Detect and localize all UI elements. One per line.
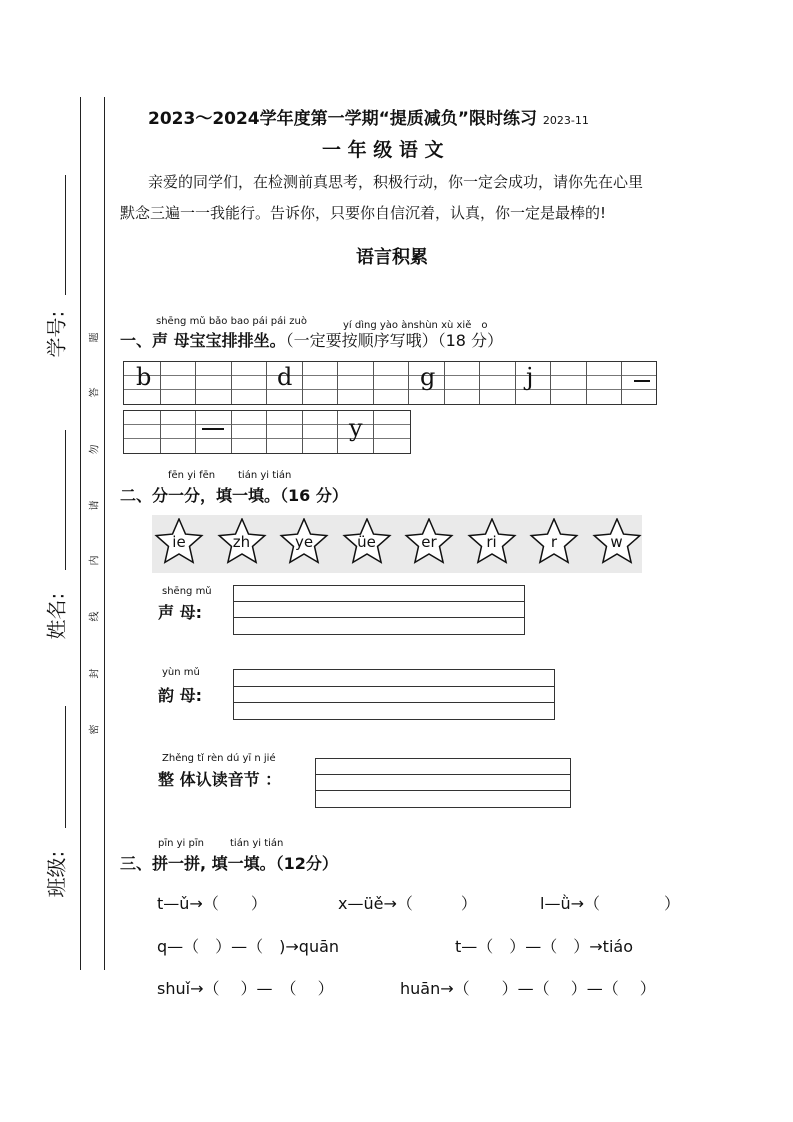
q3-pinyin-a: pīn yi pīn <box>158 838 204 849</box>
q2-number: 二、 <box>120 486 153 505</box>
grid-cell-divider <box>444 362 445 404</box>
star-syllable: zh <box>232 533 251 551</box>
finals-label: 韵 母: <box>158 686 202 705</box>
seal-char: 密 <box>89 724 101 735</box>
star-syllable: ie <box>172 533 186 551</box>
grid-cell-divider <box>160 362 161 404</box>
seal-char: 封 <box>89 668 101 679</box>
binding-line-inner <box>104 97 105 970</box>
star-syllable: ye <box>294 533 314 551</box>
page-title-line <box>148 104 589 129</box>
star-card[interactable] <box>404 518 454 568</box>
q1-pinyin-b: yí dìng yào ànshùn xù xiě o <box>343 320 488 331</box>
initials-pinyin: shēng mǔ <box>162 586 212 597</box>
q3-number: 三、 <box>120 854 153 873</box>
exam-title: 2023～2024学年度第一学期“提质减负”限时练习 <box>148 109 537 129</box>
grid-cell-divider <box>266 411 267 453</box>
star-card[interactable] <box>529 518 579 568</box>
grid-cell-divider <box>337 411 338 453</box>
class-label: 班级: <box>44 850 69 898</box>
grid-cell-divider <box>586 362 587 404</box>
q2-pinyin-a: fēn yi fēn <box>168 470 216 481</box>
grid-cell-divider <box>302 411 303 453</box>
star-card[interactable] <box>217 518 267 568</box>
q3-pinyin-b: tián yi tián <box>230 838 284 849</box>
exam-subject: 一 年 级 语 文 <box>322 139 444 161</box>
q1-grid-row1 <box>123 361 657 405</box>
q3-exercise[interactable]: huān→（ ）—（ ）—（ ） <box>400 979 656 998</box>
grid-cell-divider <box>266 362 267 404</box>
star-card[interactable] <box>154 518 204 568</box>
student-no-label: 学号: <box>44 310 69 358</box>
finals-pinyin: yùn mǔ <box>162 667 200 678</box>
grid-cell-divider <box>337 362 338 404</box>
binding-line-outer <box>80 97 81 970</box>
q1-pinyin-a: shēng mǔ bǎo bao pái pái zuò <box>156 316 307 327</box>
star-card[interactable] <box>279 518 329 568</box>
intro-line-2: 默念三遍一一我能行。告诉你，只要你自信沉着，认真，你一定是最棒的! <box>120 204 607 222</box>
q3-exercise[interactable]: shuǐ→（ ）— （ ） <box>157 979 334 998</box>
star-card[interactable] <box>467 518 517 568</box>
initials-answer-lines[interactable] <box>233 585 525 635</box>
grid-cell-divider <box>160 411 161 453</box>
q3-exercise[interactable]: x—üě→（ ） <box>338 894 477 913</box>
grid-cell-divider <box>408 362 409 404</box>
q3-exercise[interactable]: l—ǜ→（ ） <box>540 894 680 913</box>
q1-letter: j <box>526 363 534 391</box>
q1-dash-mark <box>202 428 224 430</box>
initials-label: 声 母: <box>158 603 202 622</box>
star-syllable: üe <box>357 533 376 551</box>
seal-char: 线 <box>89 611 101 622</box>
q2-pinyin-b: tián yi tián <box>238 470 292 481</box>
q3-text: 拼一拼, 填一填。（12分） <box>152 854 338 873</box>
finals-answer-lines[interactable] <box>233 669 555 720</box>
whole-syllables-pinyin: Zhěng tǐ rèn dú yī n jié <box>162 753 276 764</box>
seal-char: 答 <box>89 387 101 398</box>
q1-letter: g <box>420 363 436 391</box>
seal-char: 内 <box>89 555 101 566</box>
seal-char: 请 <box>89 500 101 511</box>
grid-cell-divider <box>515 362 516 404</box>
q3-exercise[interactable]: t—ǔ→（ ） <box>157 894 267 913</box>
grid-cell-divider <box>621 362 622 404</box>
whole-syllables-label: 整 体认读音节 ： <box>158 770 282 789</box>
class-blank <box>65 706 66 828</box>
star-card[interactable] <box>592 518 642 568</box>
q1-letter: d <box>277 363 293 391</box>
grid-cell-divider <box>195 411 196 453</box>
q1-note: （一定要按顺序写哦）（18 分） <box>285 331 504 350</box>
student-no-blank <box>65 175 66 295</box>
q3-exercise[interactable]: q—（ ）—（ )→quān <box>157 937 340 956</box>
grid-cell-divider <box>373 411 374 453</box>
name-label: 姓名: <box>44 592 69 640</box>
seal-char: 题 <box>89 332 101 343</box>
grid-cell-divider <box>231 362 232 404</box>
grid-cell-divider <box>195 362 196 404</box>
seal-char: 勿 <box>89 444 101 455</box>
q1-number: 一、 <box>120 331 153 350</box>
q2-heading <box>120 483 348 506</box>
intro-line-1: 亲爱的同学们，在检测前真思考，积极行动，你一定会成功，请你先在心里 <box>148 173 644 191</box>
q1-dash-mark <box>634 380 650 382</box>
star-syllable: r <box>550 533 558 551</box>
q1-letter: y <box>349 414 363 442</box>
grid-cell-divider <box>373 362 374 404</box>
section-title: 语言积累 <box>356 247 428 268</box>
q3-exercise[interactable]: t—（ ）—（ ）→tiáo <box>455 937 633 956</box>
q1-text: 声 母宝宝排排坐。 <box>152 331 286 350</box>
grid-cell-divider <box>231 411 232 453</box>
q1-letter: b <box>136 363 152 391</box>
star-syllable: er <box>421 533 437 551</box>
q1-grid-row2 <box>123 410 411 454</box>
name-blank <box>65 430 66 570</box>
star-syllable: w <box>610 533 623 551</box>
star-card[interactable] <box>342 518 392 568</box>
q2-text: 分一分，填一填。（16 分） <box>152 486 348 505</box>
grid-cell-divider <box>550 362 551 404</box>
q3-heading <box>120 851 338 874</box>
exam-date: 2023-11 <box>542 114 589 127</box>
whole-syllables-answer-lines[interactable] <box>315 758 571 808</box>
grid-cell-divider <box>302 362 303 404</box>
q1-heading <box>120 328 503 351</box>
grid-cell-divider <box>479 362 480 404</box>
star-syllable: ri <box>486 533 497 551</box>
